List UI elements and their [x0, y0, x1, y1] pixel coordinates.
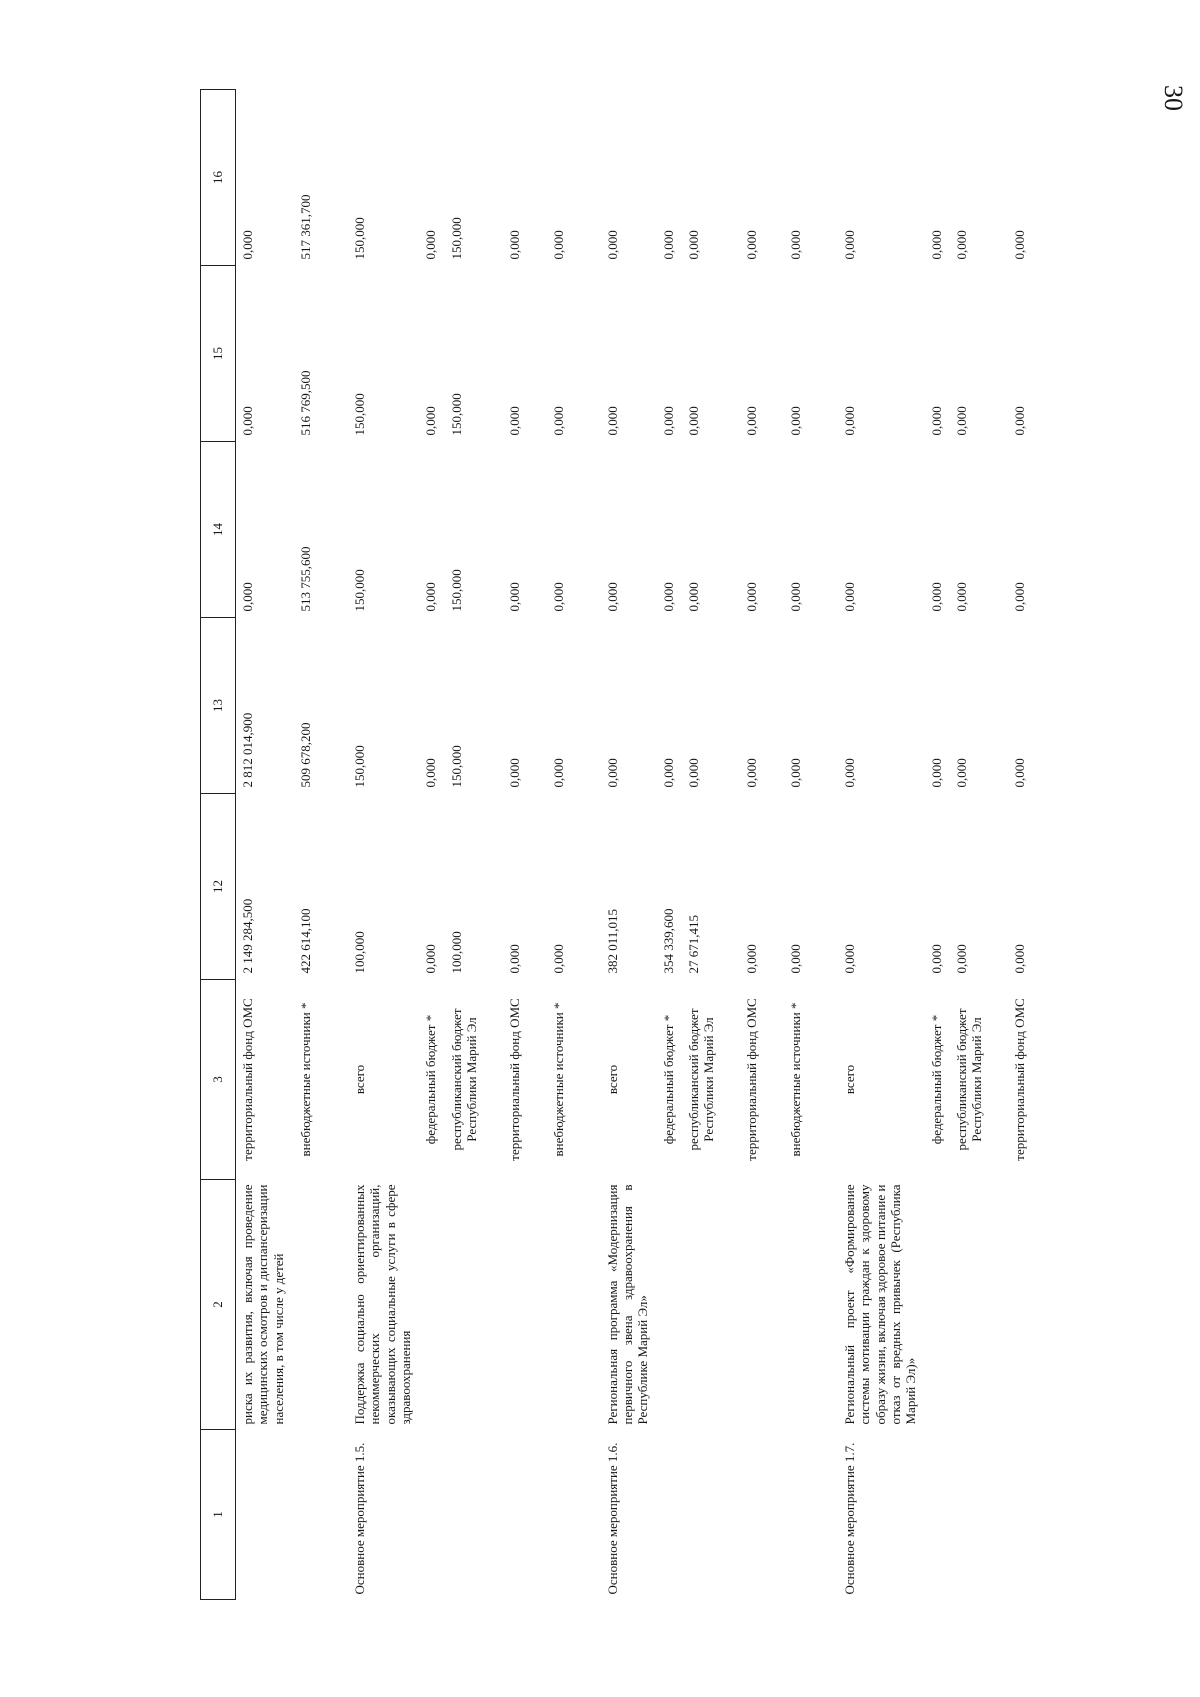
value-cell: 0,000 — [787, 582, 803, 612]
funding-source-cell: территориальный фонд ОМС — [506, 998, 522, 1161]
activity-name-cell — [547, 1180, 591, 1430]
value-cell: 354 339,600 — [660, 908, 676, 974]
value-cell: 0,000 — [685, 582, 701, 612]
table-row — [338, 90, 419, 1600]
value-cell: 0,000 — [550, 406, 566, 436]
funding-source-cell: территориальный фонд ОМС — [1011, 998, 1027, 1161]
value-cell: 382 011,015 — [604, 908, 620, 974]
value-cell: 0,000 — [685, 758, 701, 788]
table-row — [419, 90, 444, 1600]
budget-table — [200, 89, 1052, 1600]
table-row — [503, 90, 547, 1600]
value-cell: 0,000 — [550, 758, 566, 788]
value-cell: 0,000 — [953, 944, 969, 974]
activity-code-cell — [236, 1430, 295, 1600]
value-cell: 0,000 — [660, 406, 676, 436]
table-row — [591, 90, 657, 1600]
header-col-13: 13 — [201, 618, 236, 794]
value-cell: 516 769,500 — [298, 370, 313, 436]
value-cell: 0,000 — [604, 582, 620, 612]
value-cell: 0,000 — [660, 582, 676, 612]
table-row — [682, 90, 740, 1600]
value-cell: 0,000 — [240, 406, 255, 436]
value-cell: 150,000 — [352, 393, 367, 436]
header-col-14: 14 — [201, 442, 236, 618]
value-cell: 150,000 — [448, 569, 464, 612]
value-cell: 0,000 — [1011, 582, 1027, 612]
value-cell: 0,000 — [787, 944, 803, 974]
funding-source-cell: всего — [604, 1064, 620, 1095]
activity-code-cell — [547, 1430, 591, 1600]
value-cell: 0,000 — [423, 230, 439, 260]
funding-source-cell: всего — [841, 1064, 857, 1095]
value-cell: 0,000 — [928, 758, 944, 788]
value-cell: 509 678,200 — [298, 722, 313, 788]
table-row — [657, 90, 682, 1600]
value-cell: 0,000 — [841, 406, 857, 436]
value-cell: 0,000 — [928, 582, 944, 612]
value-cell: 0,000 — [506, 582, 522, 612]
value-cell: 100,000 — [448, 931, 464, 974]
header-col-1: 1 — [201, 1430, 236, 1600]
header-col-2: 2 — [201, 1180, 236, 1430]
value-cell: 0,000 — [841, 230, 857, 260]
value-cell: 27 671,415 — [685, 915, 701, 974]
value-cell: 0,000 — [550, 582, 566, 612]
value-cell: 0,000 — [604, 406, 620, 436]
funding-source-cell: внебюджетные источники * — [787, 1002, 803, 1157]
activity-name-cell — [445, 1180, 503, 1430]
activity-code-cell: Основное мероприятие 1.5. — [352, 1442, 367, 1595]
value-cell: 150,000 — [448, 745, 464, 788]
table-row — [950, 90, 1008, 1600]
table-row — [740, 90, 784, 1600]
activity-code-cell — [419, 1430, 444, 1600]
table-row — [925, 90, 950, 1600]
funding-source-cell: республиканский бюджет Республики Марий Эл — [448, 1008, 479, 1151]
value-cell: 0,000 — [787, 758, 803, 788]
activity-name-cell: Поддержка социально ориентированных некоммерческих организаций, оказывающих социальные услуги в сфере здравоохранения — [352, 1184, 413, 1425]
table-row — [445, 90, 503, 1600]
value-cell: 150,000 — [352, 745, 367, 788]
funding-source-cell: внебюджетные источники * — [550, 1002, 566, 1157]
value-cell: 0,000 — [685, 406, 701, 436]
activity-name-cell — [740, 1180, 784, 1430]
funding-source-cell: всего — [352, 1064, 367, 1095]
value-cell: 0,000 — [787, 406, 803, 436]
activity-code-cell — [294, 1430, 338, 1600]
value-cell: 0,000 — [240, 582, 255, 612]
value-cell: 0,000 — [841, 944, 857, 974]
activity-code-cell — [925, 1430, 950, 1600]
value-cell: 517 361,700 — [298, 194, 313, 260]
value-cell: 0,000 — [423, 406, 439, 436]
activity-code-cell — [503, 1430, 547, 1600]
header-col-3: 3 — [201, 980, 236, 1180]
activity-code-cell — [740, 1430, 784, 1600]
value-cell: 0,000 — [841, 582, 857, 612]
value-cell: 0,000 — [604, 230, 620, 260]
value-cell: 150,000 — [448, 393, 464, 436]
value-cell: 0,000 — [953, 582, 969, 612]
activity-name-cell — [682, 1180, 740, 1430]
activity-name-cell — [950, 1180, 1008, 1430]
activity-name-cell — [1008, 1180, 1052, 1430]
value-cell: 0,000 — [1011, 230, 1027, 260]
table-header-row — [201, 90, 236, 1600]
activity-code-cell — [1008, 1430, 1052, 1600]
activity-name-cell: Региональная программа «Модернизация первичного звена здравоохранения в Республике Марий Эл» — [604, 1184, 651, 1425]
activity-code-cell — [657, 1430, 682, 1600]
value-cell: 0,000 — [953, 230, 969, 260]
activity-name-cell — [657, 1180, 682, 1430]
table-row — [784, 90, 828, 1600]
activity-name-cell: риска их развития, включая проведение медицинских осмотров и диспансеризации населения, в том числе у детей — [240, 1184, 286, 1425]
value-cell: 0,000 — [841, 758, 857, 788]
value-cell: 150,000 — [352, 217, 367, 260]
funding-source-cell: федеральный бюджет * — [928, 1014, 944, 1145]
value-cell: 2 149 284,500 — [240, 898, 255, 974]
activity-code-cell — [445, 1430, 503, 1600]
value-cell: 0,000 — [928, 944, 944, 974]
table-row — [236, 90, 295, 1600]
value-cell: 0,000 — [743, 582, 759, 612]
activity-code-cell — [682, 1430, 740, 1600]
value-cell: 0,000 — [423, 944, 439, 974]
value-cell: 100,000 — [352, 931, 367, 974]
header-col-16: 16 — [201, 90, 236, 266]
value-cell: 0,000 — [506, 758, 522, 788]
funding-source-cell: территориальный фонд ОМС — [743, 998, 759, 1161]
activity-name-cell — [784, 1180, 828, 1430]
value-cell: 0,000 — [1011, 758, 1027, 788]
value-cell: 0,000 — [660, 230, 676, 260]
rotated-page-content — [200, 90, 1200, 1600]
value-cell: 0,000 — [1011, 944, 1027, 974]
value-cell: 0,000 — [423, 582, 439, 612]
funding-source-cell: республиканский бюджет Республики Марий Эл — [685, 1008, 717, 1151]
value-cell: 0,000 — [506, 230, 522, 260]
value-cell: 0,000 — [550, 944, 566, 974]
value-cell: 0,000 — [506, 406, 522, 436]
value-cell: 0,000 — [604, 758, 620, 788]
value-cell: 0,000 — [743, 944, 759, 974]
value-cell: 0,000 — [743, 230, 759, 260]
value-cell: 0,000 — [743, 758, 759, 788]
value-cell: 0,000 — [240, 230, 255, 260]
funding-source-cell: федеральный бюджет * — [423, 1014, 439, 1145]
funding-source-cell: федеральный бюджет * — [660, 1014, 676, 1145]
funding-source-cell: республиканский бюджет Республики Марий Эл — [953, 1008, 985, 1151]
header-col-12: 12 — [201, 794, 236, 980]
value-cell: 0,000 — [685, 230, 701, 260]
value-cell: 513 755,600 — [298, 546, 313, 612]
table-row — [547, 90, 591, 1600]
activity-name-cell — [925, 1180, 950, 1430]
activity-code-cell — [950, 1430, 1008, 1600]
value-cell: 2 812 014,900 — [240, 712, 255, 788]
activity-name-cell — [503, 1180, 547, 1430]
value-cell: 0,000 — [743, 406, 759, 436]
value-cell: 150,000 — [448, 217, 464, 260]
activity-name-cell: Региональный проект «Формирование системы мотивации граждан к здоровому образу жизни, включая здоровое питание и отказ от вредных привычек (Республика Марий Эл)» — [841, 1184, 919, 1425]
table-row — [828, 90, 925, 1600]
table-row — [294, 90, 338, 1600]
activity-name-cell — [294, 1180, 338, 1430]
funding-source-cell: внебюджетные источники * — [298, 1002, 313, 1157]
page-number: 30 — [1159, 85, 1188, 111]
header-col-15: 15 — [201, 266, 236, 442]
value-cell: 0,000 — [423, 758, 439, 788]
funding-source-cell: территориальный фонд ОМС — [240, 998, 255, 1161]
value-cell: 0,000 — [1011, 406, 1027, 436]
value-cell: 0,000 — [550, 230, 566, 260]
table-row — [1008, 90, 1052, 1600]
value-cell: 150,000 — [352, 569, 367, 612]
value-cell: 422 614,100 — [298, 908, 313, 974]
value-cell: 0,000 — [787, 230, 803, 260]
value-cell: 0,000 — [660, 758, 676, 788]
value-cell: 0,000 — [928, 406, 944, 436]
activity-name-cell — [419, 1180, 444, 1430]
value-cell: 0,000 — [953, 406, 969, 436]
value-cell: 0,000 — [928, 230, 944, 260]
activity-code-cell: Основное мероприятие 1.6. — [604, 1442, 620, 1595]
value-cell: 0,000 — [953, 758, 969, 788]
activity-code-cell — [784, 1430, 828, 1600]
activity-code-cell: Основное мероприятие 1.7. — [841, 1442, 857, 1595]
value-cell: 0,000 — [506, 944, 522, 974]
